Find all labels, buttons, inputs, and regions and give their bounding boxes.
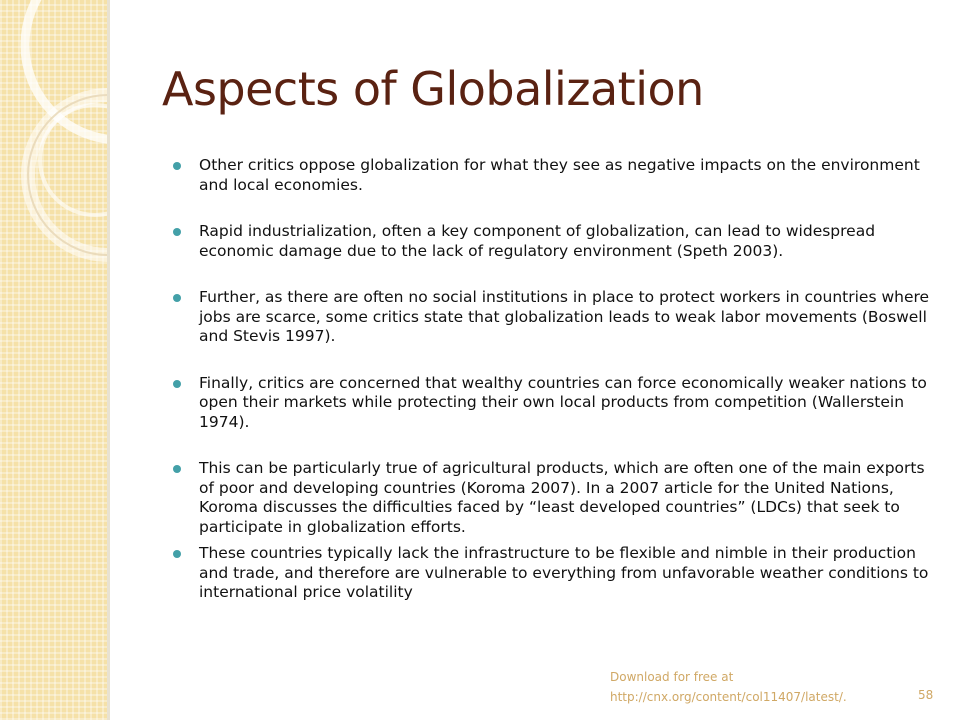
footer-download-note: [610, 667, 890, 707]
footer-line-1: Download for free at: [610, 670, 734, 684]
bullet-item: [172, 374, 932, 433]
bullet-item: [172, 459, 932, 537]
bullet-dot-icon: [173, 465, 181, 473]
bullet-dot-icon: [173, 162, 181, 170]
bullet-dot-icon: [173, 380, 181, 388]
bullet-item: [172, 156, 932, 195]
footer-link[interactable]: http://cnx.org/content/col11407/latest/.: [610, 690, 847, 704]
bullet-item: [172, 222, 932, 261]
side-panel-edge: [107, 0, 110, 720]
bullet-text: Further, as there are often no social institutions in place to protect workers in countries where jobs are scarce, some critics state that globalization leads to weak labor movements (Boswell and Stevis 1997).: [199, 288, 930, 345]
bullet-text: These countries typically lack the infrastructure to be flexible and nimble in their production and trade, and therefore are vulnerable to everything from unfavorable weather conditions to international price volatility: [199, 544, 929, 601]
bullet-dot-icon: [173, 550, 181, 558]
slide-title: Aspects of Globalization: [162, 62, 704, 116]
bullet-dot-icon: [173, 294, 181, 302]
decorative-rings: [0, 0, 107, 320]
bullet-item: [172, 288, 932, 347]
side-decor-panel: [0, 0, 107, 720]
bullet-dot-icon: [173, 228, 181, 236]
slide-number: 58: [918, 688, 934, 702]
bullet-text: Finally, critics are concerned that wealthy countries can force economically weaker nations to open their markets while protecting their own local products from competition (Wallerstein 1974).: [199, 373, 927, 431]
bullet-text: Rapid industrialization, often a key component of globalization, can lead to widespread economic damage due to the lack of regulatory environment (Speth 2003).: [199, 222, 876, 260]
bullet-text: This can be particularly true of agricultural products, which are often one of the main exports of poor and developing countries (Koroma 2007). In a 2007 article for the United Nations, Koroma discusses the difficulties faced by “least developed countries” (LDCs) that seek to participate in globalization efforts.: [199, 459, 925, 536]
bullet-list: [172, 156, 932, 603]
bullet-item: [172, 544, 932, 603]
bullet-text: Other critics oppose globalization for what they see as negative impacts on the environment and local economies.: [199, 156, 920, 194]
